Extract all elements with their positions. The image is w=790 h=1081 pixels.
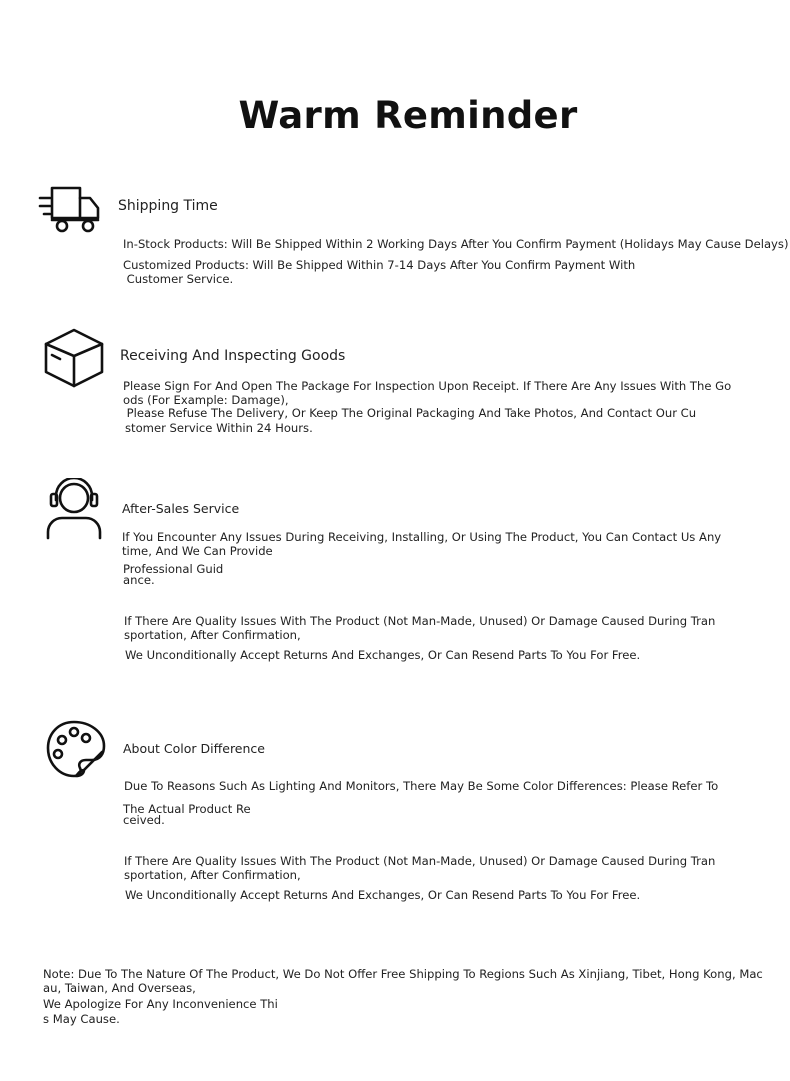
receiving-line-1: Please Sign For And Open The Package For Inspection Upon Receipt. If There Are Any Issues With The Go	[123, 379, 732, 393]
shipping-line-1: In-Stock Products: Will Be Shipped Within 2 Working Days After You Confirm Payment (Holidays May Cause Delays)	[123, 237, 789, 251]
shipping-line-2: Customized Products: Will Be Shipped Within 7-14 Days After You Confirm Payment With	[123, 258, 636, 272]
after-sales-line-6: sportation, After Confirmation,	[124, 628, 301, 642]
after-sales-line-5: If There Are Quality Issues With The Product (Not Man-Made, Unused) Or Damage Caused During Tran	[124, 614, 716, 628]
page-title: Warm Reminder	[238, 94, 578, 137]
note-line-2: au, Taiwan, And Overseas,	[43, 981, 196, 995]
color-line-5: sportation, After Confirmation,	[124, 868, 301, 882]
after-sales-line-1: If You Encounter Any Issues During Receiving, Installing, Or Using The Product, You Can Contact Us Any	[122, 530, 722, 544]
section-heading-after-sales: After-Sales Service	[122, 501, 240, 516]
after-sales-line-4: ance.	[123, 573, 155, 587]
receiving-line-3: Please Refuse The Delivery, Or Keep The Original Packaging And Take Photos, And Contact Our Cu	[123, 406, 697, 420]
receiving-line-4: stomer Service Within 24 Hours.	[125, 421, 313, 435]
color-line-6: We Unconditionally Accept Returns And Exchanges, Or Can Resend Parts To You For Free.	[125, 888, 641, 902]
note-line-3: We Apologize For Any Inconvenience Thi	[43, 997, 278, 1011]
section-heading-shipping: Shipping Time	[118, 198, 218, 214]
after-sales-line-2: time, And We Can Provide	[122, 544, 273, 558]
after-sales-line-7: We Unconditionally Accept Returns And Exchanges, Or Can Resend Parts To You For Free.	[125, 648, 641, 662]
paint-palette-icon	[44, 718, 108, 782]
color-line-4: If There Are Quality Issues With The Product (Not Man-Made, Unused) Or Damage Caused During Tran	[124, 854, 716, 868]
color-line-2: The Actual Product Re	[123, 802, 251, 816]
package-box-icon	[42, 326, 106, 390]
note-line-4: s May Cause.	[43, 1012, 120, 1026]
section-heading-receiving: Receiving And Inspecting Goods	[120, 348, 346, 364]
after-sales-line-3: Professional Guid	[123, 562, 224, 576]
color-line-3: ceived.	[123, 813, 165, 827]
receiving-line-2: ods (For Example: Damage),	[123, 393, 289, 407]
section-heading-color: About Color Difference	[123, 741, 265, 756]
color-line-1: Due To Reasons Such As Lighting And Monitors, There May Be Some Color Differences: Please Refer To	[124, 779, 719, 793]
note-line-1: Note: Due To The Nature Of The Product, We Do Not Offer Free Shipping To Regions Such As Xinjiang, Tibet, Hong Kong, Mac	[43, 967, 763, 981]
headset-agent-icon	[42, 478, 106, 542]
shipping-line-3: Customer Service.	[123, 272, 234, 286]
delivery-truck-icon	[38, 184, 102, 248]
